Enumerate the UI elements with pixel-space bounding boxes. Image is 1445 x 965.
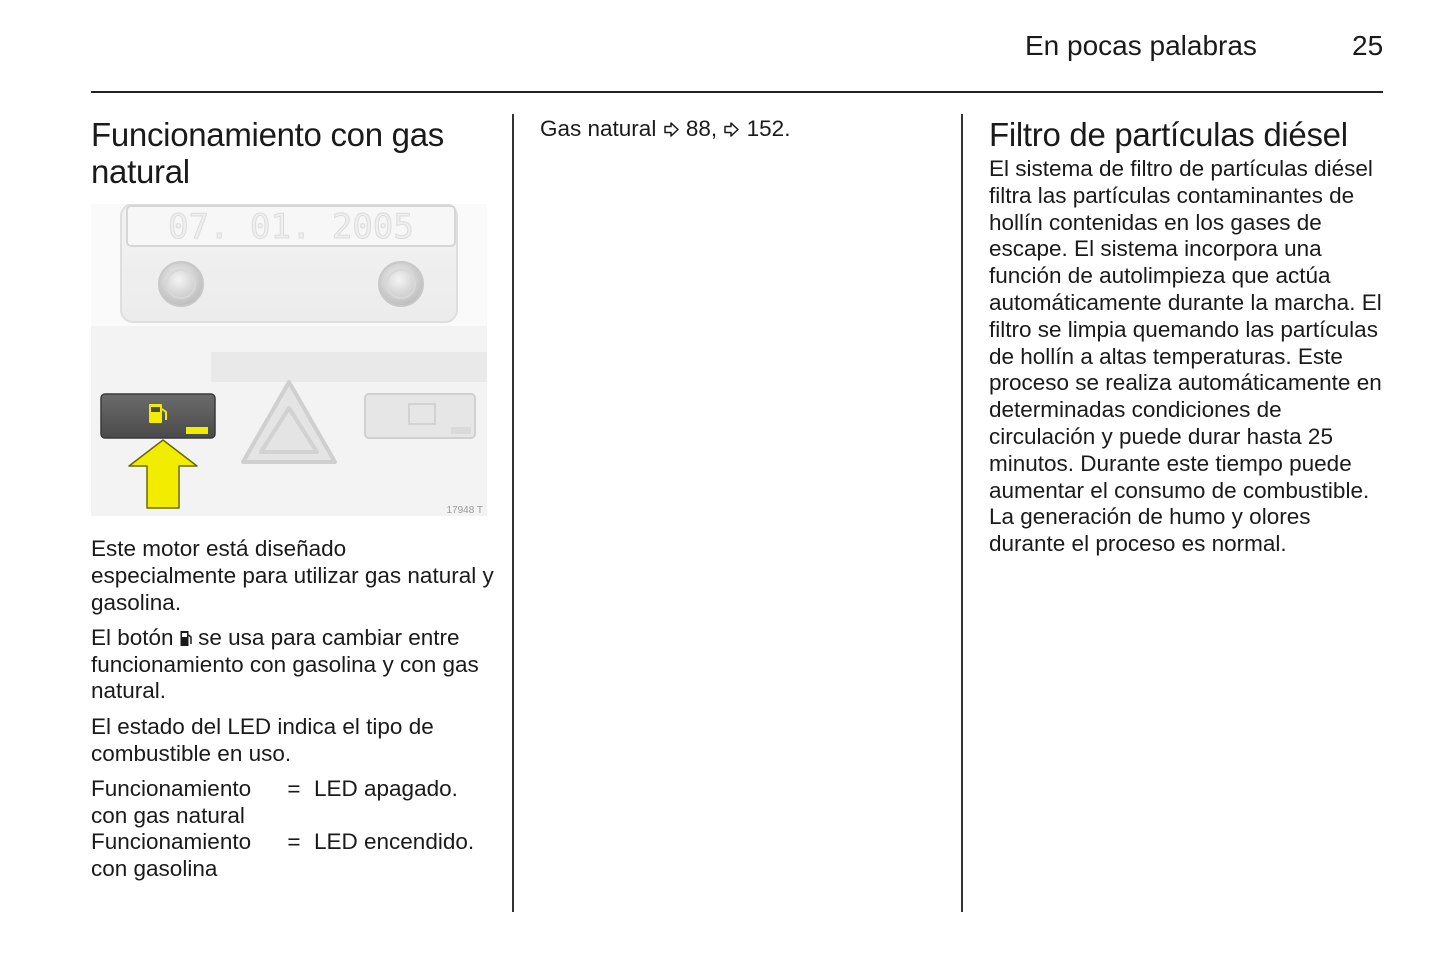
- left-knob-icon: [159, 262, 203, 306]
- column-divider-1: [512, 114, 514, 912]
- equals-cell: =: [287, 829, 301, 855]
- state-cell: LED encendido.: [314, 829, 475, 855]
- paragraph-button-rest: se usa para cambiar entre funcionamiento con gasolina y con gas natural.: [91, 624, 479, 704]
- paragraph-engine: Este motor está diseñado especialmente para utilizar gas natural y gasolina.: [91, 536, 494, 615]
- cross-reference-label: Gas natural: [540, 116, 657, 141]
- figure-code: 17948 T: [446, 505, 483, 516]
- section-heading-diesel-filter: Filtro de partículas diésel: [989, 116, 1348, 153]
- column-2: [540, 116, 940, 143]
- column-divider-2: [961, 114, 963, 912]
- mode-cell: Funcionamiento con gasolina: [91, 829, 252, 882]
- led-state-table: [91, 776, 474, 883]
- led-indicator: [186, 427, 208, 434]
- paragraph-diesel-filter: El sistema de filtro de partículas diésel filtra las partículas contaminantes de hollín contenidas en los gases de escape. El sistema incorpora una función de autolimpieza que actúa automáticamente durante la marcha. El filtro se limpia quemando las partículas de hollín a altas temperaturas. Este proceso se realiza automáticamente en determinadas condiciones de circulación y puede durar hasta 25 minutos. Durante este tiempo puede aumentar el consumo de combustible. La generación de humo y olores durante el proceso es normal.: [989, 156, 1382, 557]
- table-row: [91, 776, 474, 830]
- state-cell: LED apagado.: [314, 775, 458, 801]
- fuel-pump-icon: [180, 630, 192, 647]
- page-number: 25: [1352, 30, 1384, 61]
- fuel-switch-button-illustration: [101, 394, 215, 438]
- paragraph-button: [91, 625, 495, 705]
- page-reference-link[interactable]: 152.: [746, 116, 791, 141]
- running-header: En pocas palabras: [1025, 30, 1257, 61]
- column-1-heading: [91, 116, 491, 190]
- paragraph-button-lead: El botón: [91, 624, 174, 650]
- page-reference-link[interactable]: 88,: [685, 116, 718, 141]
- dashboard-illustration: [91, 204, 487, 516]
- column-1-body: [91, 536, 495, 883]
- clock-display-text: 07. 01. 2005: [168, 207, 414, 247]
- rear-defrost-button-illustration: [365, 394, 475, 438]
- column-3: [989, 116, 1387, 566]
- cross-reference-icon: [723, 121, 740, 138]
- paragraph-led: El estado del LED indica el tipo de combustible en uso.: [91, 713, 434, 766]
- table-row: [91, 829, 474, 883]
- right-knob-icon: [379, 262, 423, 306]
- section-heading-natural-gas: Funcionamiento con gas natural: [91, 116, 444, 190]
- equals-cell: =: [287, 775, 301, 801]
- mode-cell: Funcionamiento con gas natural: [91, 775, 252, 828]
- cross-reference-icon: [663, 121, 680, 138]
- header-divider: [91, 91, 1383, 93]
